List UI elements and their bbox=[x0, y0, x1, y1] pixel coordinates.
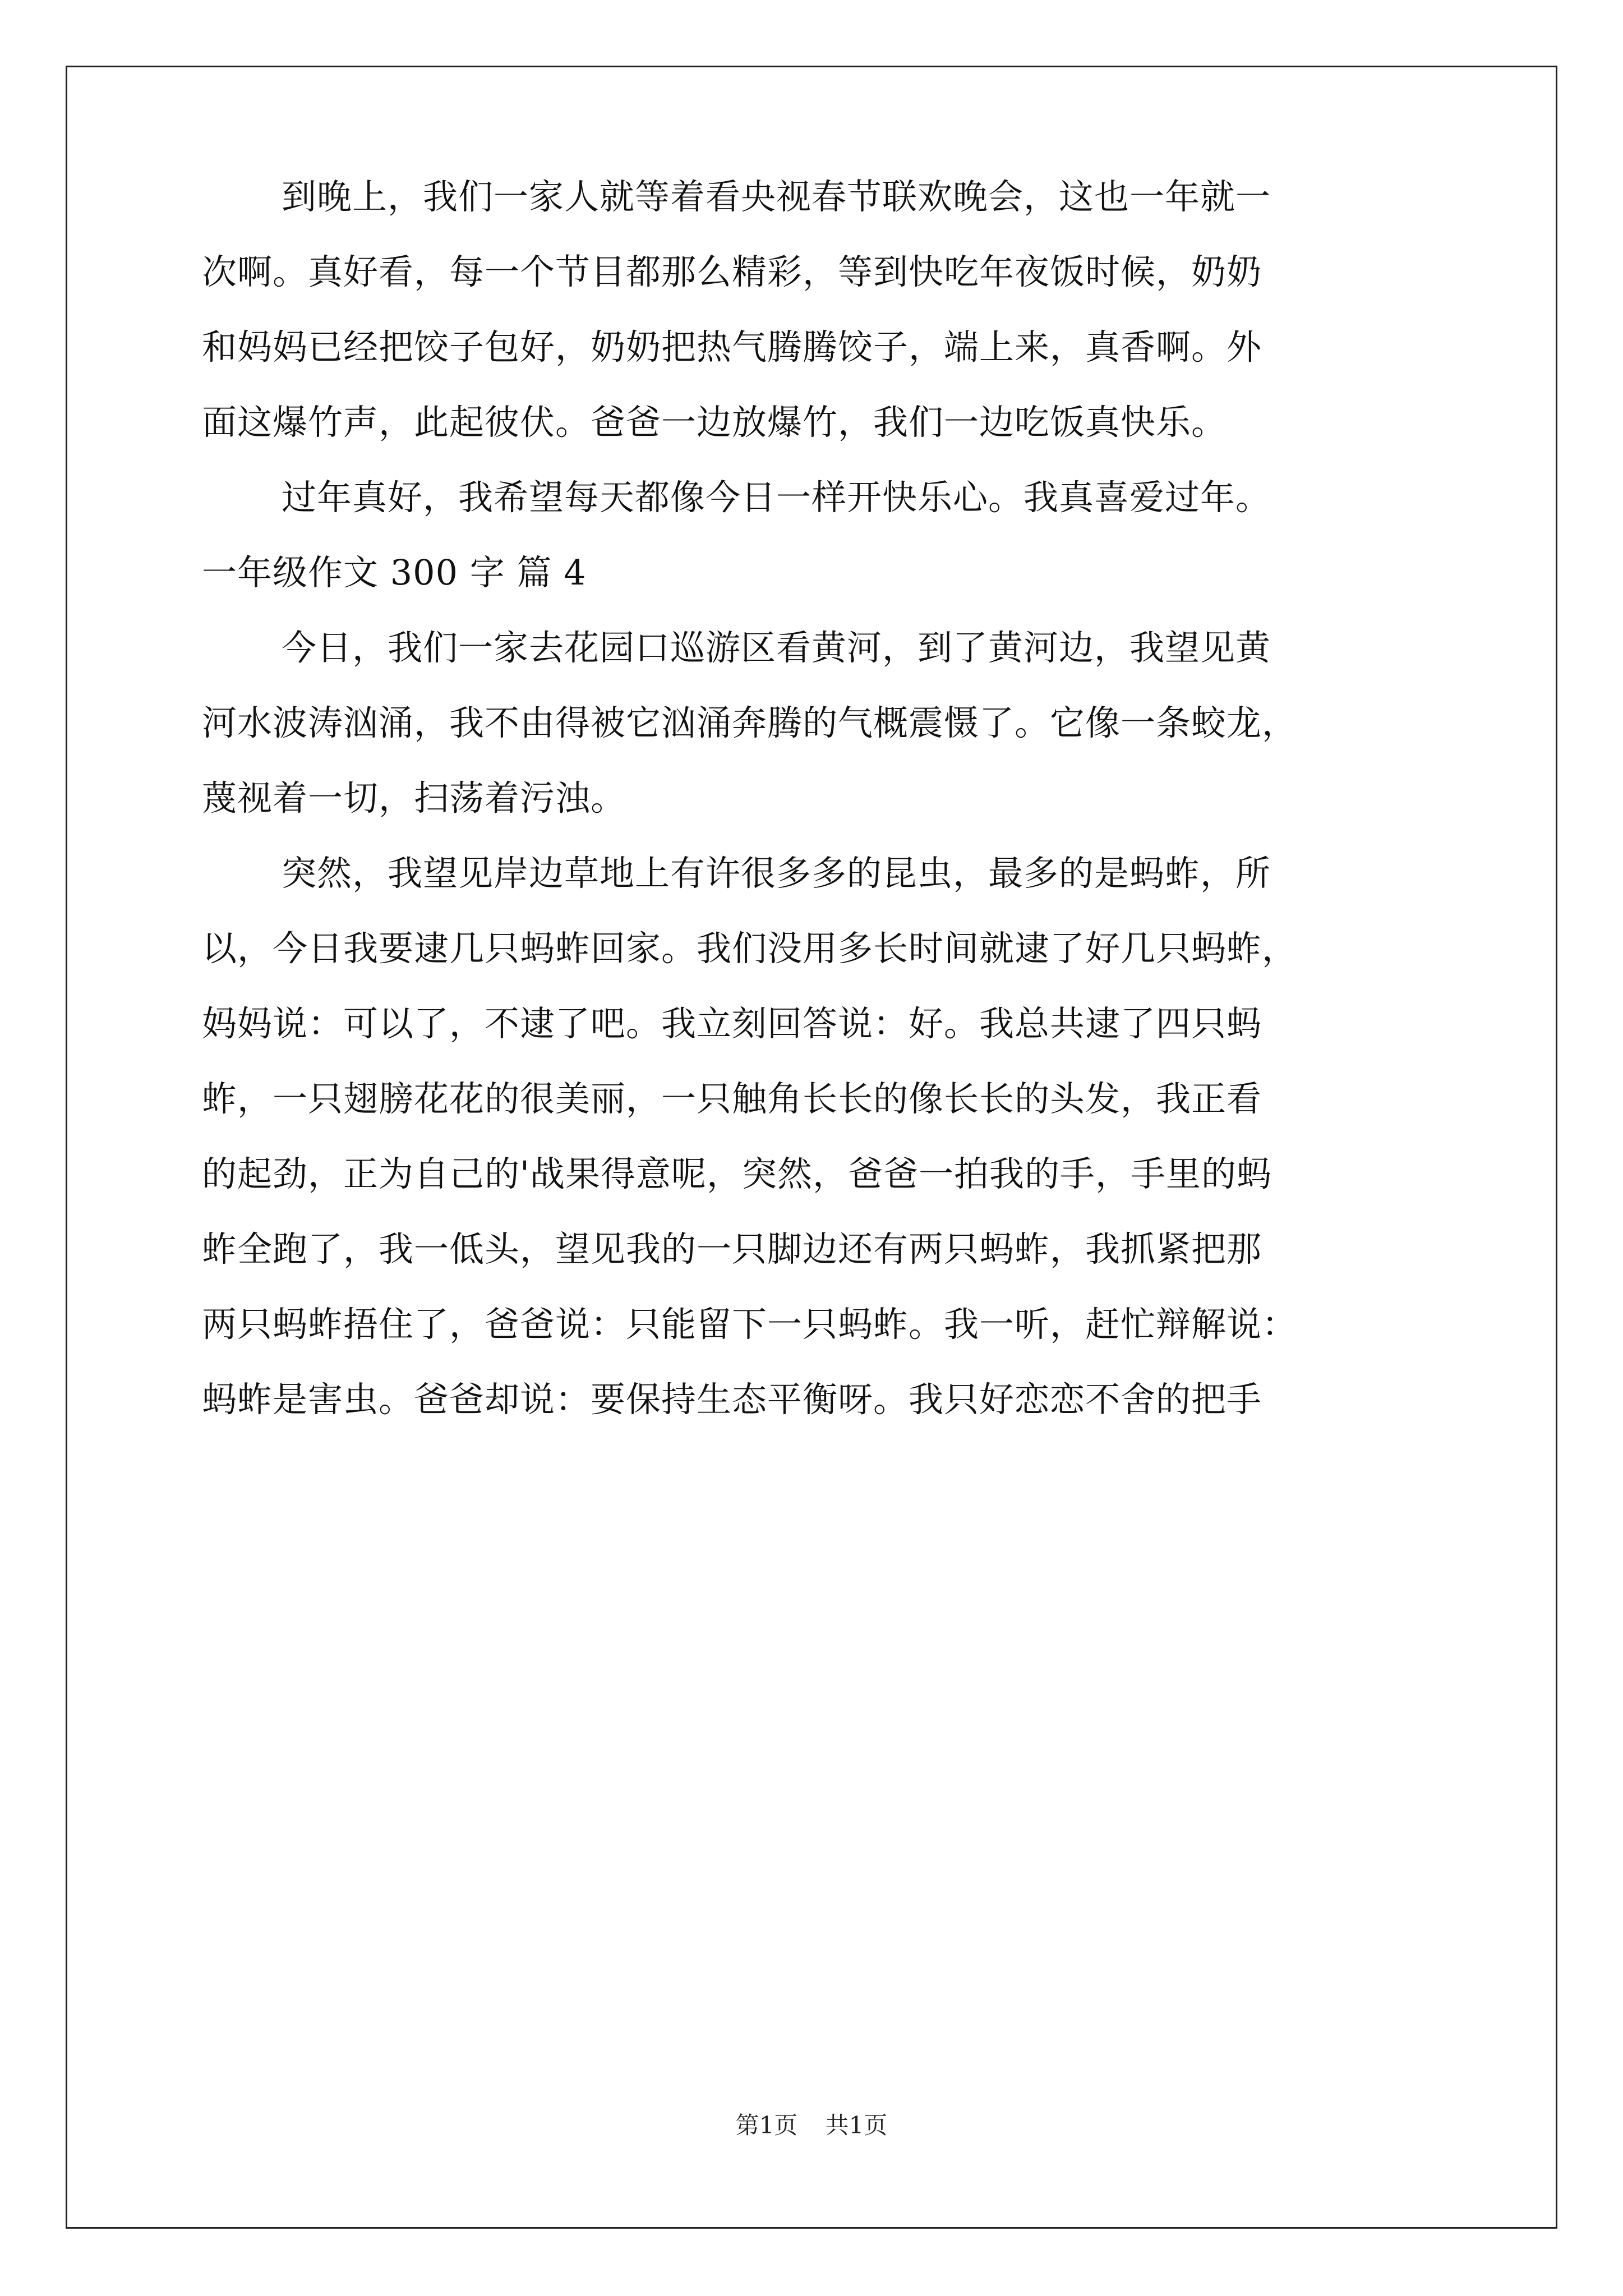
paragraph-line: 蚱，一只翅膀花花的很美丽，一只触角长长的像长长的头发，我正看 bbox=[202, 1078, 1262, 1119]
page-total: 共1页 bbox=[825, 2111, 888, 2139]
document-body bbox=[202, 176, 1453, 1457]
page-number: 第1页 bbox=[735, 2111, 798, 2139]
paragraph-line: 次啊。真好看，每一个节目都那么精彩，等到快吃年夜饭时候，奶奶 bbox=[202, 251, 1262, 292]
paragraph-line: 两只蚂蚱捂住了，爸爸说：只能留下一只蚂蚱。我一听，赶忙辩解说： bbox=[202, 1304, 1298, 1345]
paragraph-line: 的起劲，正为自己的'战果得意呢，突然，爸爸一拍我的手，手里的蚂 bbox=[202, 1153, 1272, 1194]
paragraph-line: 蚱全跑了，我一低头，望见我的一只脚边还有两只蚂蚱，我抓紧把那 bbox=[202, 1228, 1262, 1269]
page-footer bbox=[0, 2111, 1623, 2139]
paragraph-line: 过年真好，我希望每天都像今日一样开快乐心。我真喜爱过年。 bbox=[282, 477, 1271, 518]
paragraph-line: 面这爆竹声，此起彼伏。爸爸一边放爆竹，我们一边吃饭真快乐。 bbox=[202, 402, 1227, 443]
paragraph-line: 今日，我们一家去花园口巡游区看黄河，到了黄河边，我望见黄 bbox=[282, 627, 1271, 668]
paragraph-line: 蚂蚱是害虫。爸爸却说：要保持生态平衡呀。我只好恋恋不舍的把手 bbox=[202, 1379, 1262, 1420]
paragraph-line: 突然，我望见岸边草地上有许很多多的昆虫，最多的是蚂蚱，所 bbox=[282, 853, 1271, 894]
paragraph-line: 到晚上，我们一家人就等着看央视春节联欢晚会，这也一年就一 bbox=[282, 176, 1271, 217]
paragraph-line: 和妈妈已经把饺子包好，奶奶把热气腾腾饺子，端上来，真香啊。外 bbox=[202, 326, 1262, 367]
paragraph-line: 妈妈说：可以了，不逮了吧。我立刻回答说：好。我总共逮了四只蚂 bbox=[202, 1003, 1262, 1044]
paragraph-line: 河水波涛汹涌，我不由得被它汹涌奔腾的气概震慑了。它像一条蛟龙， bbox=[202, 702, 1298, 743]
section-heading: 一年级作文 300 字 篇 4 bbox=[202, 552, 587, 593]
paragraph-line: 以，今日我要逮几只蚂蚱回家。我们没用多长时间就逮了好几只蚂蚱， bbox=[202, 928, 1298, 969]
paragraph-line: 蔑视着一切，扫荡着污浊。 bbox=[202, 777, 626, 818]
